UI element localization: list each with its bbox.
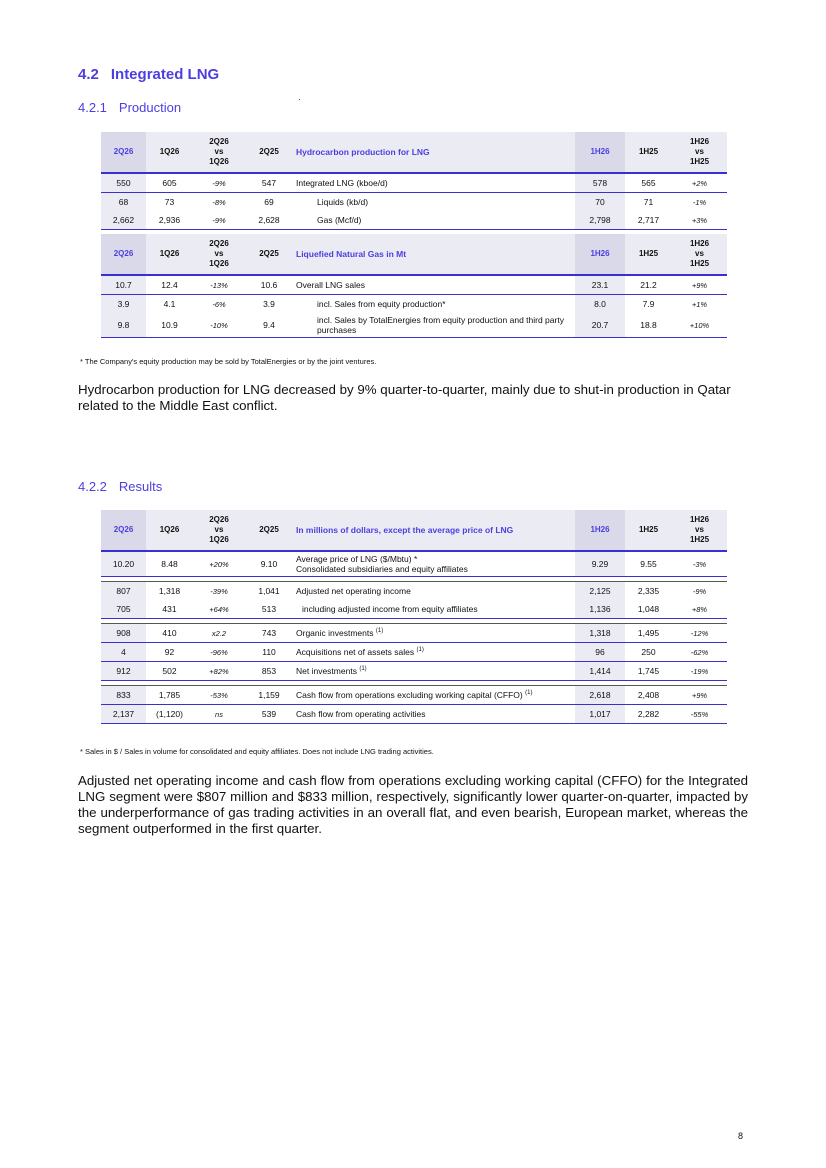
value-1h26: 8.0 [575,295,625,314]
row-label: Cash flow from operating activities [293,705,575,724]
table-title: Hydrocarbon production for LNG [293,132,575,173]
header-1h26: 1H26 [575,234,625,275]
change-half-year: -12% [672,624,727,643]
value-1h25: 1,048 [625,600,672,619]
value-1q26: 10.9 [146,313,193,338]
table-header-row [101,234,727,275]
value-1h26: 1,318 [575,624,625,643]
value-1q26: 92 [146,643,193,662]
header-1q26: 1Q26 [146,510,193,551]
value-2q26: 908 [101,624,146,643]
row-label: Liquids (kb/d) [317,197,369,207]
value-1h25: 2,408 [625,686,672,705]
value-2q26: 10.20 [101,551,146,577]
row-label: Cash flow from operations excluding working capital (CFFO) $^{(1)}$ [293,686,575,705]
row-label [293,551,575,577]
value-1h25: 7.9 [642,299,655,309]
change-half-year: -3% [672,551,727,577]
value-2q26: 3.9 [101,295,146,314]
table-header-row [101,510,727,551]
change-half-year: +9% [672,275,727,295]
change-quarter: -10% [193,313,245,338]
value-2q26: 550 [101,173,146,193]
header-2q26: 2Q26 [101,132,146,173]
table-row [101,173,727,193]
value-1h26: 2,798 [575,211,625,230]
value-1q26: 410 [146,624,193,643]
header-1h26: 1H26 [575,132,625,173]
header-1h26-vs-1h25: 1H26 vs 1H25 [672,132,727,173]
change-half-year: -62% [672,643,727,662]
change-half-year: -19% [672,662,727,681]
row-label: Acquisitions net of assets sales $^{(1)}$ [293,643,575,662]
table-row [101,643,727,662]
production-commentary: Hydrocarbon production for LNG decreased by 9% quarter-to-quarter, mainly due to shut-in production in Qatar related to the Middle East conflict. [78,382,731,413]
table-row [101,582,727,601]
table-title: Liquefied Natural Gas in Mt [293,234,575,275]
header-2q25: 2Q25 [245,132,293,173]
value-1h26: 1,136 [575,600,625,619]
table-row [101,705,727,724]
row-label: Adjusted net operating income [293,582,575,601]
value-1h25: 9.55 [625,551,672,577]
table-row [101,624,727,643]
value-1h26: 20.7 [575,313,625,338]
table-row [101,295,727,314]
change-quarter: -8% [212,197,226,207]
subsection-heading-results [78,479,162,494]
footnote-marker: (1) [359,666,367,673]
value-2q25: 69 [264,197,274,207]
value-2q25: 9.4 [245,313,293,338]
value-2q26: 68 [101,193,146,212]
value-1q26: 431 [146,600,193,619]
table-header-row [101,132,727,173]
value-1q26: 8.48 [146,551,193,577]
value-2q26: 833 [101,686,146,705]
value-2q25: 3.9 [263,299,275,309]
value-1q26: 605 [146,173,193,193]
stray-dot [299,99,300,100]
value-2q26: 2,137 [101,705,146,724]
change-quarter: +20% [193,551,245,577]
value-1h25: 1,495 [625,624,672,643]
value-1q26: 502 [146,662,193,681]
value-1q26: 12.4 [146,275,193,295]
value-2q25: 547 [245,173,293,193]
value-1h26: 96 [575,643,625,662]
change-quarter: -9% [193,211,245,230]
change-quarter: -96% [193,643,245,662]
results-table [101,510,727,724]
change-quarter: -13% [193,275,245,295]
change-half-year: +10% [672,313,727,338]
header-2q26: 2Q26 [101,510,146,551]
value-2q25: 2,628 [245,211,293,230]
value-1h26: 23.1 [575,275,625,295]
header-1h26-vs-1h25: 1H26 vs 1H25 [672,510,727,551]
change-quarter: -39% [193,582,245,601]
header-2q26: 2Q26 [101,234,146,275]
value-1h25: 2,717 [625,211,672,230]
table-row [101,600,727,619]
results-commentary: Adjusted net operating income and cash flow from operations excluding working capital (CFFO) for the Integrated LNG segment were $807 million and $833 million, respectively, significantly lower quarter-on-quarter, impacted by the underperformance of gas trading activities in an overall flat, and even bearish, European market, whereas the segment outperformed in the first quarter. [78,773,748,836]
value-2q25: 853 [245,662,293,681]
header-1h25: 1H25 [625,132,672,173]
subsection-title: Production [118,100,182,115]
value-2q26: 2,662 [101,211,146,230]
footnote-marker: (1) [525,690,533,697]
change-quarter: -53% [193,686,245,705]
header-2q26-vs-1q26: 2Q26 vs 1Q26 [193,132,245,173]
header-2q25: 2Q25 [245,234,293,275]
value-2q25: 513 [245,600,293,619]
table-row [101,551,727,577]
subsection-heading-production [78,100,181,115]
footnote-marker: (1) [375,628,384,635]
value-1q26: (1,120) [146,705,193,724]
section-title: Integrated LNG [110,66,220,83]
value-2q25: 1,159 [245,686,293,705]
value-2q25: 1,041 [245,582,293,601]
footnote-marker: (1) [416,647,424,654]
row-label: Integrated LNG (kboe/d) [293,173,575,193]
value-2q26: 9.8 [101,313,146,338]
row-label: Gas (Mcf/d) [293,211,575,230]
value-2q25: 539 [245,705,293,724]
value-1h26: 70 [575,193,625,212]
value-1h26: 1,414 [575,662,625,681]
value-1h25: 1,745 [625,662,672,681]
header-1q26: 1Q26 [146,234,193,275]
value-1h25: 565 [625,173,672,193]
value-1h26: 9.29 [575,551,625,577]
header-2q26-vs-1q26: 2Q26 vs 1Q26 [193,510,245,551]
header-1h25: 1H25 [625,510,672,551]
value-1h26: 578 [575,173,625,193]
value-2q25: 110 [245,643,293,662]
table-row [101,211,727,230]
value-1q26: 2,936 [146,211,193,230]
change-quarter: -9% [193,173,245,193]
table-row [101,662,727,681]
header-2q26-vs-1q26: 2Q26 vs 1Q26 [193,234,245,275]
change-quarter: x2.2 [193,624,245,643]
change-quarter: ns [193,705,245,724]
value-1q26: 1,785 [146,686,193,705]
value-1h25: 71 [643,197,654,207]
value-1q26: 4.1 [163,299,176,309]
subsection-title: Results [118,479,163,494]
header-1h25: 1H25 [625,234,672,275]
value-1h25: 2,335 [625,582,672,601]
row-label: Net investments $^{(1)}$ [293,662,575,681]
change-quarter: -6% [212,299,226,309]
table-row [101,275,727,295]
value-1h25: 2,282 [625,705,672,724]
row-label: incl. Sales from equity production* [317,299,446,309]
change-half-year: +9% [672,686,727,705]
value-2q25: 743 [245,624,293,643]
header-1h26: 1H26 [575,510,625,551]
value-2q25: 9.10 [245,551,293,577]
value-1h26: 2,125 [575,582,625,601]
value-1h25: 18.8 [625,313,672,338]
value-1q26: 73 [164,197,175,207]
row-label: Overall LNG sales [293,275,575,295]
row-label: Organic investments $^{(1)}$ [293,624,575,643]
footnote-sales: * Sales in $ / Sales in volume for consolidated and equity affiliates. Does not include LNG trading activities. [80,747,434,756]
subsection-number: 4.2.1 [78,100,107,115]
price-label: Average price of LNG ($/Mbtu) * [296,554,418,564]
header-1h26-vs-1h25: 1H26 vs 1H25 [672,234,727,275]
value-2q26: 912 [101,662,146,681]
table-row [101,313,727,338]
value-2q26: 4 [101,643,146,662]
change-half-year: -55% [672,705,727,724]
production-table [101,132,727,338]
table-row [101,193,727,212]
value-2q26: 705 [101,600,146,619]
value-1h25: 21.2 [625,275,672,295]
change-half-year: -1% [692,197,707,207]
change-quarter: +64% [193,600,245,619]
change-half-year: +2% [672,173,727,193]
change-half-year: -9% [672,582,727,601]
footnote-equity-production: * The Company's equity production may be sold by TotalEnergies or by the joint ventures. [80,357,377,366]
value-1h25: 250 [625,643,672,662]
value-1h26: 1,017 [575,705,625,724]
section-heading [78,66,219,83]
value-2q25: 10.6 [245,275,293,295]
row-label: including adjusted income from equity affiliates [293,600,575,619]
table-title: In millions of dollars, except the average price of LNG [293,510,575,551]
value-1h26: 2,618 [575,686,625,705]
subsection-number: 4.2.2 [78,479,107,494]
price-sublabel: Consolidated subsidiaries and equity affiliates [296,564,468,574]
page-number: 8 [738,1131,744,1141]
change-half-year: +3% [672,211,727,230]
value-2q26: 10.7 [101,275,146,295]
change-half-year: +1% [691,299,708,309]
change-quarter: +82% [193,662,245,681]
value-2q26: 807 [101,582,146,601]
header-1q26: 1Q26 [146,132,193,173]
row-label: incl. Sales by TotalEnergies from equity production and third party purchases [293,313,575,338]
section-number: 4.2 [78,66,99,83]
value-1q26: 1,318 [146,582,193,601]
table-row [101,686,727,705]
header-2q25: 2Q25 [245,510,293,551]
change-half-year: +8% [672,600,727,619]
